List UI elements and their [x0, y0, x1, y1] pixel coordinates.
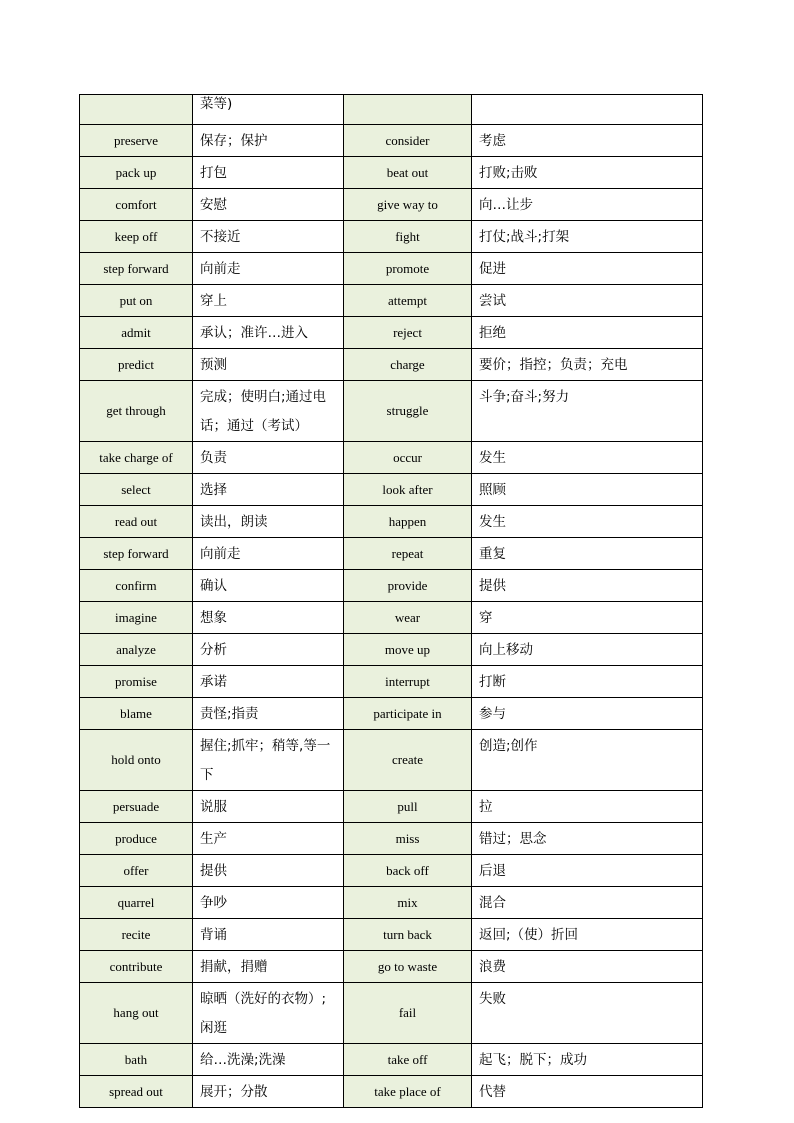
english-word-cell: miss — [344, 823, 472, 855]
table-row — [80, 506, 703, 538]
english-word-cell: occur — [344, 442, 472, 474]
chinese-meaning-cell: 浪费 — [472, 951, 703, 983]
english-word-cell: fail — [344, 983, 472, 1044]
english-word-cell: move up — [344, 634, 472, 666]
table-row — [80, 221, 703, 253]
chinese-meaning-cell: 背诵 — [193, 919, 344, 951]
chinese-meaning-cell: 后退 — [472, 855, 703, 887]
english-word-cell: attempt — [344, 285, 472, 317]
chinese-meaning-cell: 晾晒（洗好的衣物）;闲逛 — [193, 983, 344, 1044]
chinese-meaning-cell: 菜等) — [193, 95, 344, 125]
english-word-cell: interrupt — [344, 666, 472, 698]
chinese-meaning-cell: 承诺 — [193, 666, 344, 698]
english-word-cell: promote — [344, 253, 472, 285]
english-word-cell: go to waste — [344, 951, 472, 983]
chinese-meaning-cell: 发生 — [472, 506, 703, 538]
chinese-meaning-cell: 返回;（使）折回 — [472, 919, 703, 951]
english-word-cell: select — [80, 474, 193, 506]
chinese-meaning-cell: 照顾 — [472, 474, 703, 506]
chinese-meaning-cell: 打败;击败 — [472, 157, 703, 189]
english-word-cell: put on — [80, 285, 193, 317]
table-row — [80, 823, 703, 855]
english-word-cell — [344, 95, 472, 125]
english-word-cell: beat out — [344, 157, 472, 189]
english-word-cell: create — [344, 730, 472, 791]
english-word-cell: read out — [80, 506, 193, 538]
chinese-meaning-cell: 混合 — [472, 887, 703, 919]
chinese-meaning-cell: 促进 — [472, 253, 703, 285]
chinese-meaning-cell: 确认 — [193, 570, 344, 602]
english-word-cell: produce — [80, 823, 193, 855]
english-word-cell: preserve — [80, 125, 193, 157]
chinese-meaning-cell: 不接近 — [193, 221, 344, 253]
chinese-meaning-cell: 分析 — [193, 634, 344, 666]
table-row — [80, 285, 703, 317]
table-row — [80, 570, 703, 602]
english-word-cell: recite — [80, 919, 193, 951]
english-word-cell: consider — [344, 125, 472, 157]
chinese-meaning-cell: 负责 — [193, 442, 344, 474]
english-word-cell: fight — [344, 221, 472, 253]
chinese-meaning-cell: 提供 — [193, 855, 344, 887]
table-row — [80, 634, 703, 666]
english-word-cell: happen — [344, 506, 472, 538]
table-row — [80, 1044, 703, 1076]
chinese-meaning-cell: 重复 — [472, 538, 703, 570]
chinese-meaning-cell: 想象 — [193, 602, 344, 634]
english-word-cell: quarrel — [80, 887, 193, 919]
table-row — [80, 791, 703, 823]
english-word-cell: pack up — [80, 157, 193, 189]
chinese-meaning-cell: 完成；使明白;通过电话；通过（考试） — [193, 381, 344, 442]
english-word-cell: hang out — [80, 983, 193, 1044]
chinese-meaning-cell: 穿上 — [193, 285, 344, 317]
chinese-meaning-cell: 争吵 — [193, 887, 344, 919]
english-word-cell: take off — [344, 1044, 472, 1076]
english-word-cell: mix — [344, 887, 472, 919]
english-word-cell: promise — [80, 666, 193, 698]
chinese-meaning-cell: 打仗;战斗;打架 — [472, 221, 703, 253]
chinese-meaning-cell: 安慰 — [193, 189, 344, 221]
chinese-meaning-cell: 握住;抓牢；稍等,等一下 — [193, 730, 344, 791]
chinese-meaning-cell: 向前走 — [193, 538, 344, 570]
table-row — [80, 602, 703, 634]
table-row — [80, 666, 703, 698]
english-word-cell: confirm — [80, 570, 193, 602]
table-row — [80, 698, 703, 730]
chinese-meaning-cell: 斗争;奋斗;努力 — [472, 381, 703, 442]
chinese-meaning-cell: 考虑 — [472, 125, 703, 157]
chinese-meaning-cell: 提供 — [472, 570, 703, 602]
chinese-meaning-cell: 读出，朗读 — [193, 506, 344, 538]
chinese-meaning-cell: 起飞；脱下；成功 — [472, 1044, 703, 1076]
table-row — [80, 189, 703, 221]
english-word-cell: spread out — [80, 1076, 193, 1108]
english-word-cell: step forward — [80, 538, 193, 570]
chinese-meaning-cell: 要价；指控；负责；充电 — [472, 349, 703, 381]
english-word-cell: wear — [344, 602, 472, 634]
chinese-meaning-cell: 打包 — [193, 157, 344, 189]
chinese-meaning-cell: 向前走 — [193, 253, 344, 285]
chinese-meaning-cell: 尝试 — [472, 285, 703, 317]
chinese-meaning-cell: 参与 — [472, 698, 703, 730]
table-row — [80, 317, 703, 349]
table-row — [80, 442, 703, 474]
english-word-cell: take place of — [344, 1076, 472, 1108]
english-word-cell: persuade — [80, 791, 193, 823]
table-row — [80, 730, 703, 791]
chinese-meaning-cell: 向上移动 — [472, 634, 703, 666]
chinese-meaning-cell: 说服 — [193, 791, 344, 823]
english-word-cell: contribute — [80, 951, 193, 983]
english-word-cell: keep off — [80, 221, 193, 253]
english-word-cell: give way to — [344, 189, 472, 221]
table-row — [80, 157, 703, 189]
table-row — [80, 125, 703, 157]
english-word-cell: take charge of — [80, 442, 193, 474]
english-word-cell: blame — [80, 698, 193, 730]
table-row — [80, 253, 703, 285]
english-word-cell: admit — [80, 317, 193, 349]
table-row — [80, 95, 703, 125]
chinese-meaning-cell: 创造;创作 — [472, 730, 703, 791]
chinese-meaning-cell: 发生 — [472, 442, 703, 474]
chinese-meaning-cell: 代替 — [472, 1076, 703, 1108]
chinese-meaning-cell: 向…让步 — [472, 189, 703, 221]
chinese-meaning-cell: 承认；准许…进入 — [193, 317, 344, 349]
table-row — [80, 983, 703, 1044]
english-word-cell: look after — [344, 474, 472, 506]
chinese-meaning-cell: 错过；思念 — [472, 823, 703, 855]
english-word-cell: get through — [80, 381, 193, 442]
table-row — [80, 951, 703, 983]
table-row — [80, 381, 703, 442]
chinese-meaning-cell: 捐献，捐赠 — [193, 951, 344, 983]
chinese-meaning-cell: 预测 — [193, 349, 344, 381]
english-word-cell: pull — [344, 791, 472, 823]
english-word-cell: hold onto — [80, 730, 193, 791]
english-word-cell: imagine — [80, 602, 193, 634]
table-row — [80, 887, 703, 919]
table-row — [80, 919, 703, 951]
english-word-cell: turn back — [344, 919, 472, 951]
english-word-cell: comfort — [80, 189, 193, 221]
table-row — [80, 349, 703, 381]
table-row — [80, 538, 703, 570]
chinese-meaning-cell: 展开；分散 — [193, 1076, 344, 1108]
english-word-cell — [80, 95, 193, 125]
chinese-meaning-cell: 失败 — [472, 983, 703, 1044]
english-word-cell: step forward — [80, 253, 193, 285]
chinese-meaning-cell: 生产 — [193, 823, 344, 855]
english-word-cell: back off — [344, 855, 472, 887]
english-word-cell: bath — [80, 1044, 193, 1076]
chinese-meaning-cell: 给…洗澡;洗澡 — [193, 1044, 344, 1076]
english-word-cell: offer — [80, 855, 193, 887]
english-word-cell: participate in — [344, 698, 472, 730]
vocabulary-table-body — [80, 95, 703, 1108]
chinese-meaning-cell: 选择 — [193, 474, 344, 506]
english-word-cell: provide — [344, 570, 472, 602]
table-row — [80, 1076, 703, 1108]
english-word-cell: predict — [80, 349, 193, 381]
vocabulary-table — [79, 94, 703, 1108]
english-word-cell: analyze — [80, 634, 193, 666]
english-word-cell: repeat — [344, 538, 472, 570]
english-word-cell: reject — [344, 317, 472, 349]
chinese-meaning-cell: 保存；保护 — [193, 125, 344, 157]
english-word-cell: struggle — [344, 381, 472, 442]
chinese-meaning-cell: 责怪;指责 — [193, 698, 344, 730]
chinese-meaning-cell: 拒绝 — [472, 317, 703, 349]
chinese-meaning-cell: 穿 — [472, 602, 703, 634]
table-row — [80, 855, 703, 887]
english-word-cell: charge — [344, 349, 472, 381]
chinese-meaning-cell: 拉 — [472, 791, 703, 823]
chinese-meaning-cell: 打断 — [472, 666, 703, 698]
chinese-meaning-cell — [472, 95, 703, 125]
table-row — [80, 474, 703, 506]
